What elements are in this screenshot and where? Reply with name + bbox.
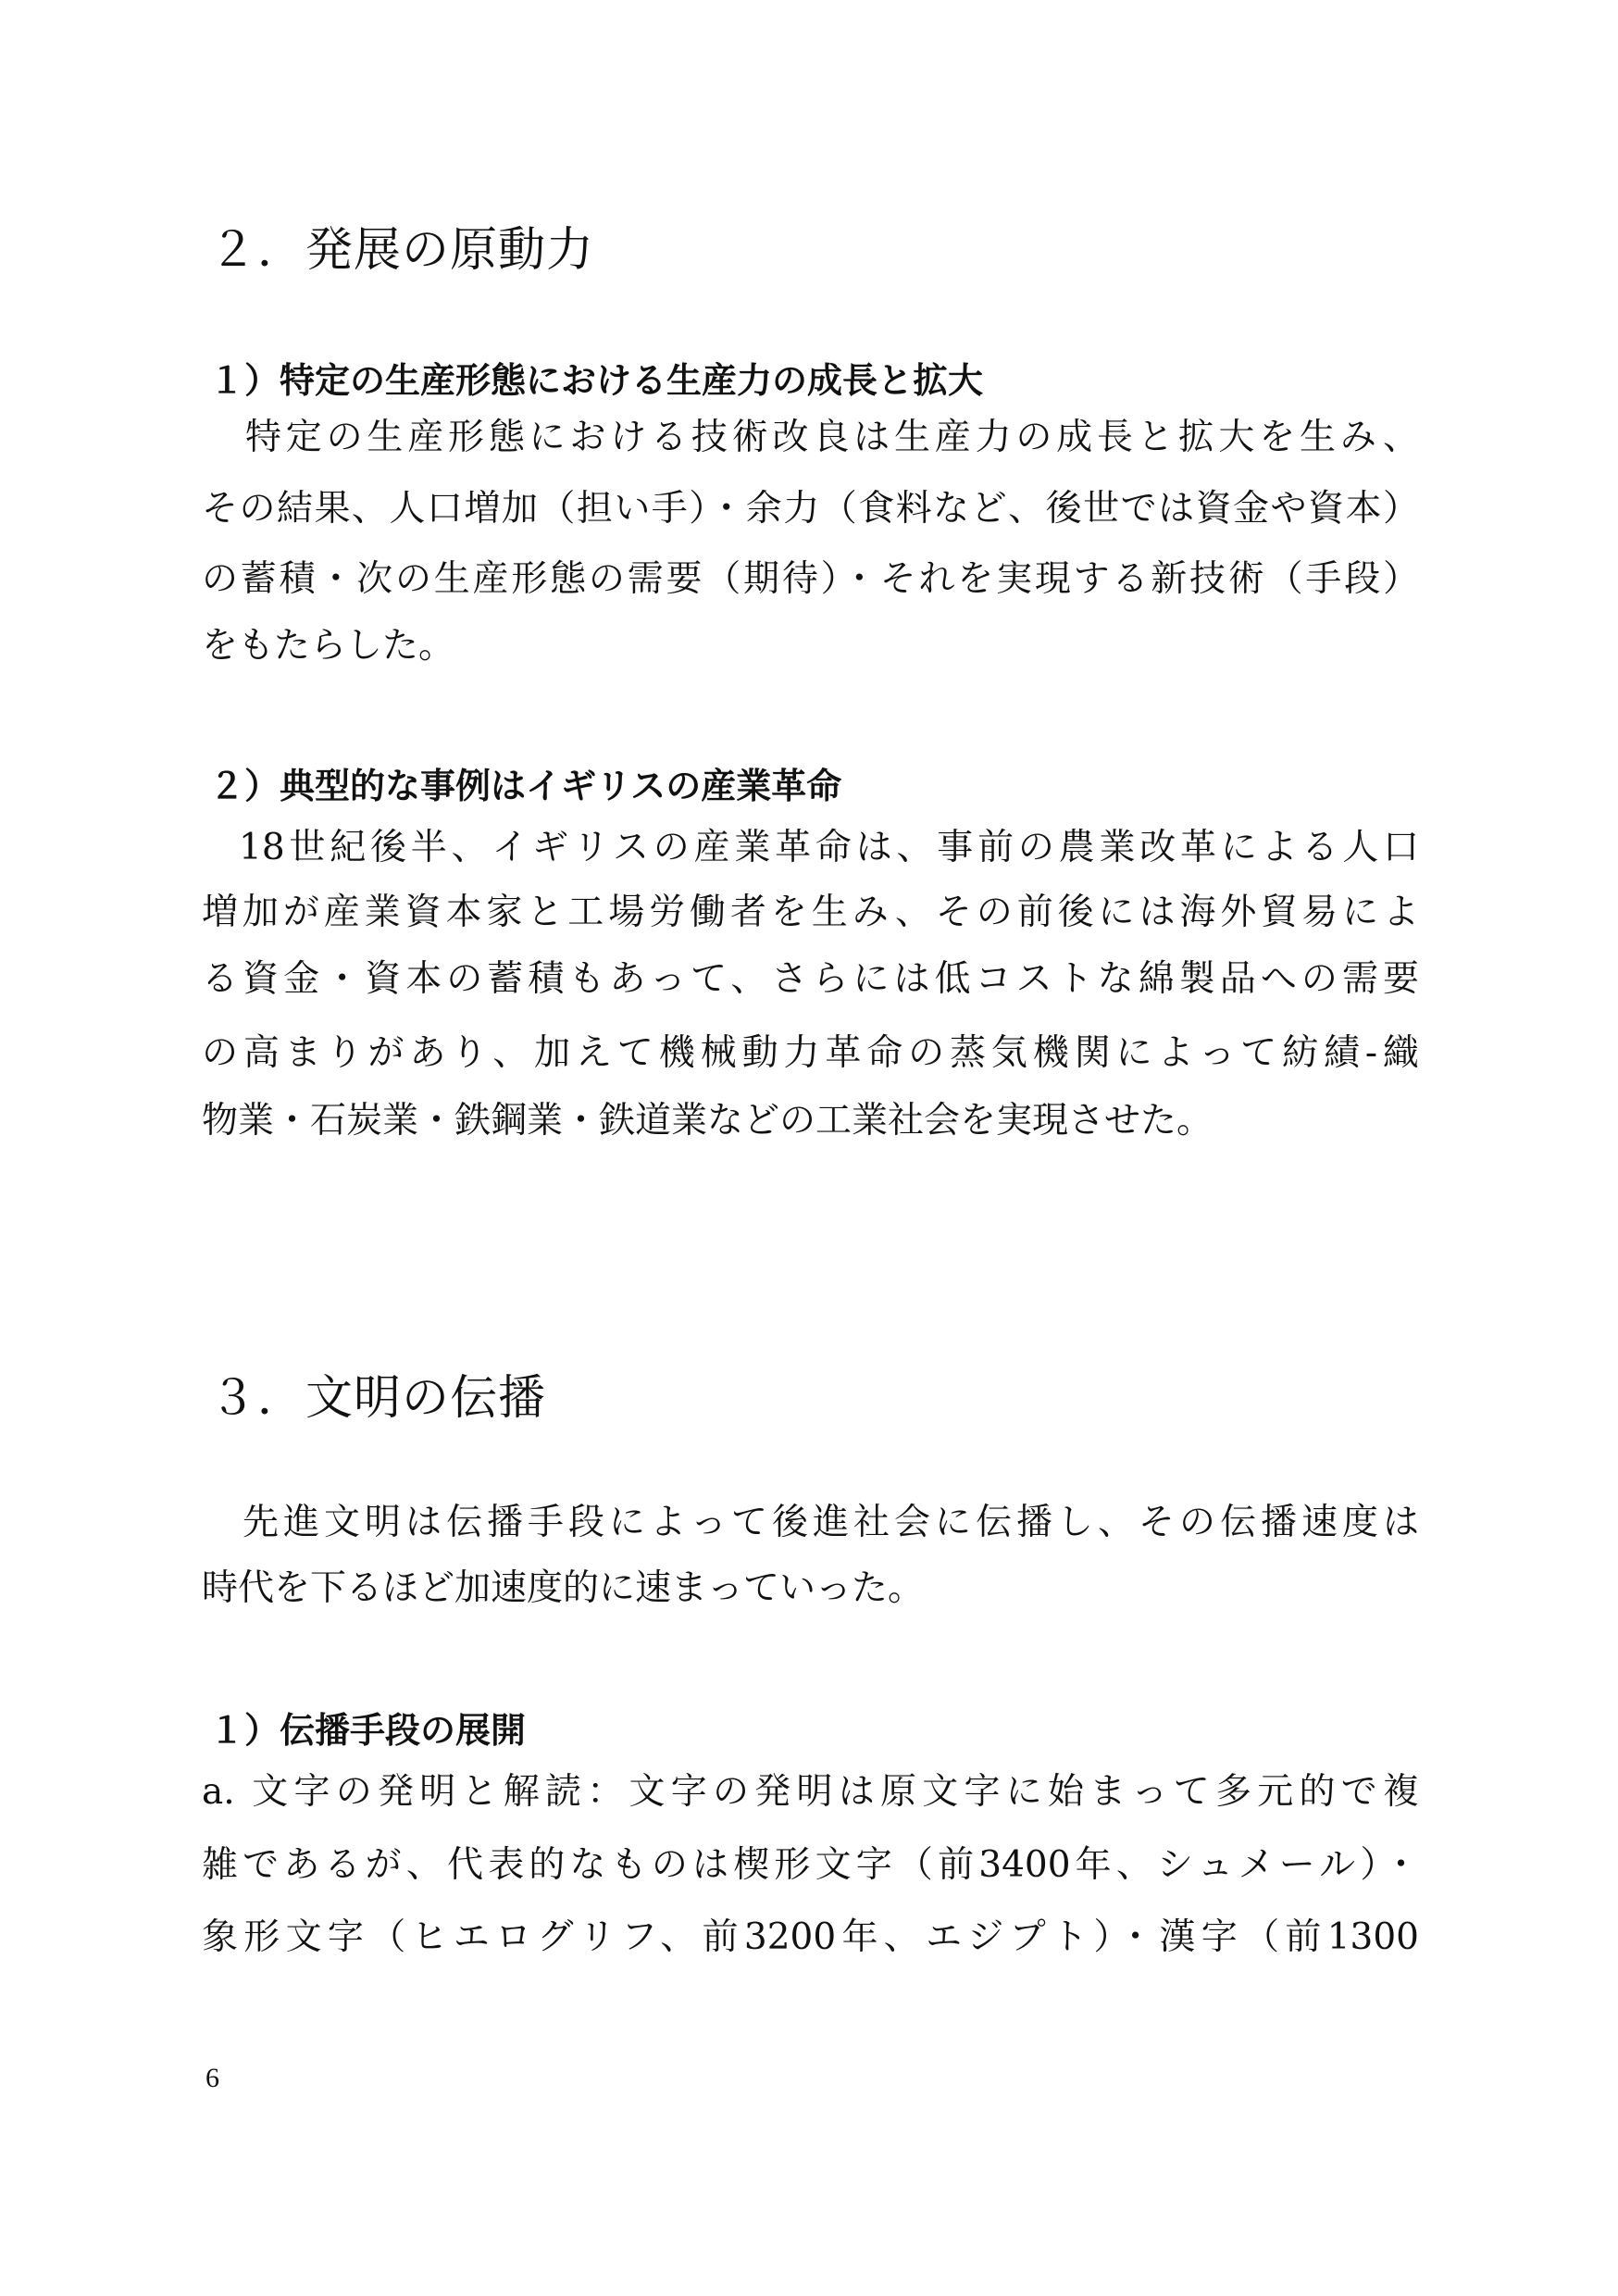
subsection-heading-industrial-revolution: ２）典型的な事例はイギリスの産業革命	[209, 766, 842, 806]
paragraph-line: 増加が産業資本家と工場労働者を生み、その前後には海外貿易によ	[202, 892, 1419, 933]
section-title-civilization-spread: ３．文明の伝播	[209, 1371, 547, 1426]
paragraph-line: 象形文字（ヒエログリフ、前3200年、エジプト）・漢字（前1300	[202, 1916, 1419, 1958]
paragraph-line: a. 文字の発明と解読：文字の発明は原文字に始まって多元的で複	[202, 1771, 1419, 1813]
subsection-heading-productivity-growth: １）特定の生産形態における生産力の成長と拡大	[209, 360, 984, 401]
paragraph-line: その結果、人口増加（担い手）・余力（食料など、後世では資金や資本）	[202, 488, 1419, 530]
paragraph-line: をもたらした。	[202, 625, 455, 667]
paragraph-line: 先進文明は伝播手段によって後進社会に伝播し、その伝播速度は	[243, 1502, 1419, 1543]
section-title-development-driver: ２．発展の原動力	[209, 223, 595, 278]
paragraph-line: 雑であるが、代表的なものは楔形文字（前3400年、シュメール）・	[202, 1844, 1419, 1886]
paragraph-line: る資金・資本の蓄積もあって、さらには低コストな綿製品への需要	[202, 958, 1419, 1000]
paragraph-line: 特定の生産形態における技術改良は生産力の成長と拡大を生み、	[245, 417, 1419, 458]
paragraph-line: 18世紀後半、イギリスの産業革命は、事前の農業改革による人口	[239, 827, 1419, 868]
paragraph-line: の高まりがあり、加えて機械動力革命の蒸気機関によって紡績-織	[202, 1032, 1419, 1074]
paragraph-line: 物業・石炭業・鉄鋼業・鉄道業などの工業社会を実現させた。	[202, 1100, 1214, 1142]
paragraph-line: の蓄積・次の生産形態の需要（期待）・それを実現する新技術（手段）	[202, 558, 1419, 600]
paragraph-line: 時代を下るほど加速度的に速まっていった。	[202, 1567, 925, 1609]
page-number: 6	[205, 2063, 219, 2093]
subsection-heading-means-of-spread: １）伝播手段の展開	[209, 1710, 527, 1751]
